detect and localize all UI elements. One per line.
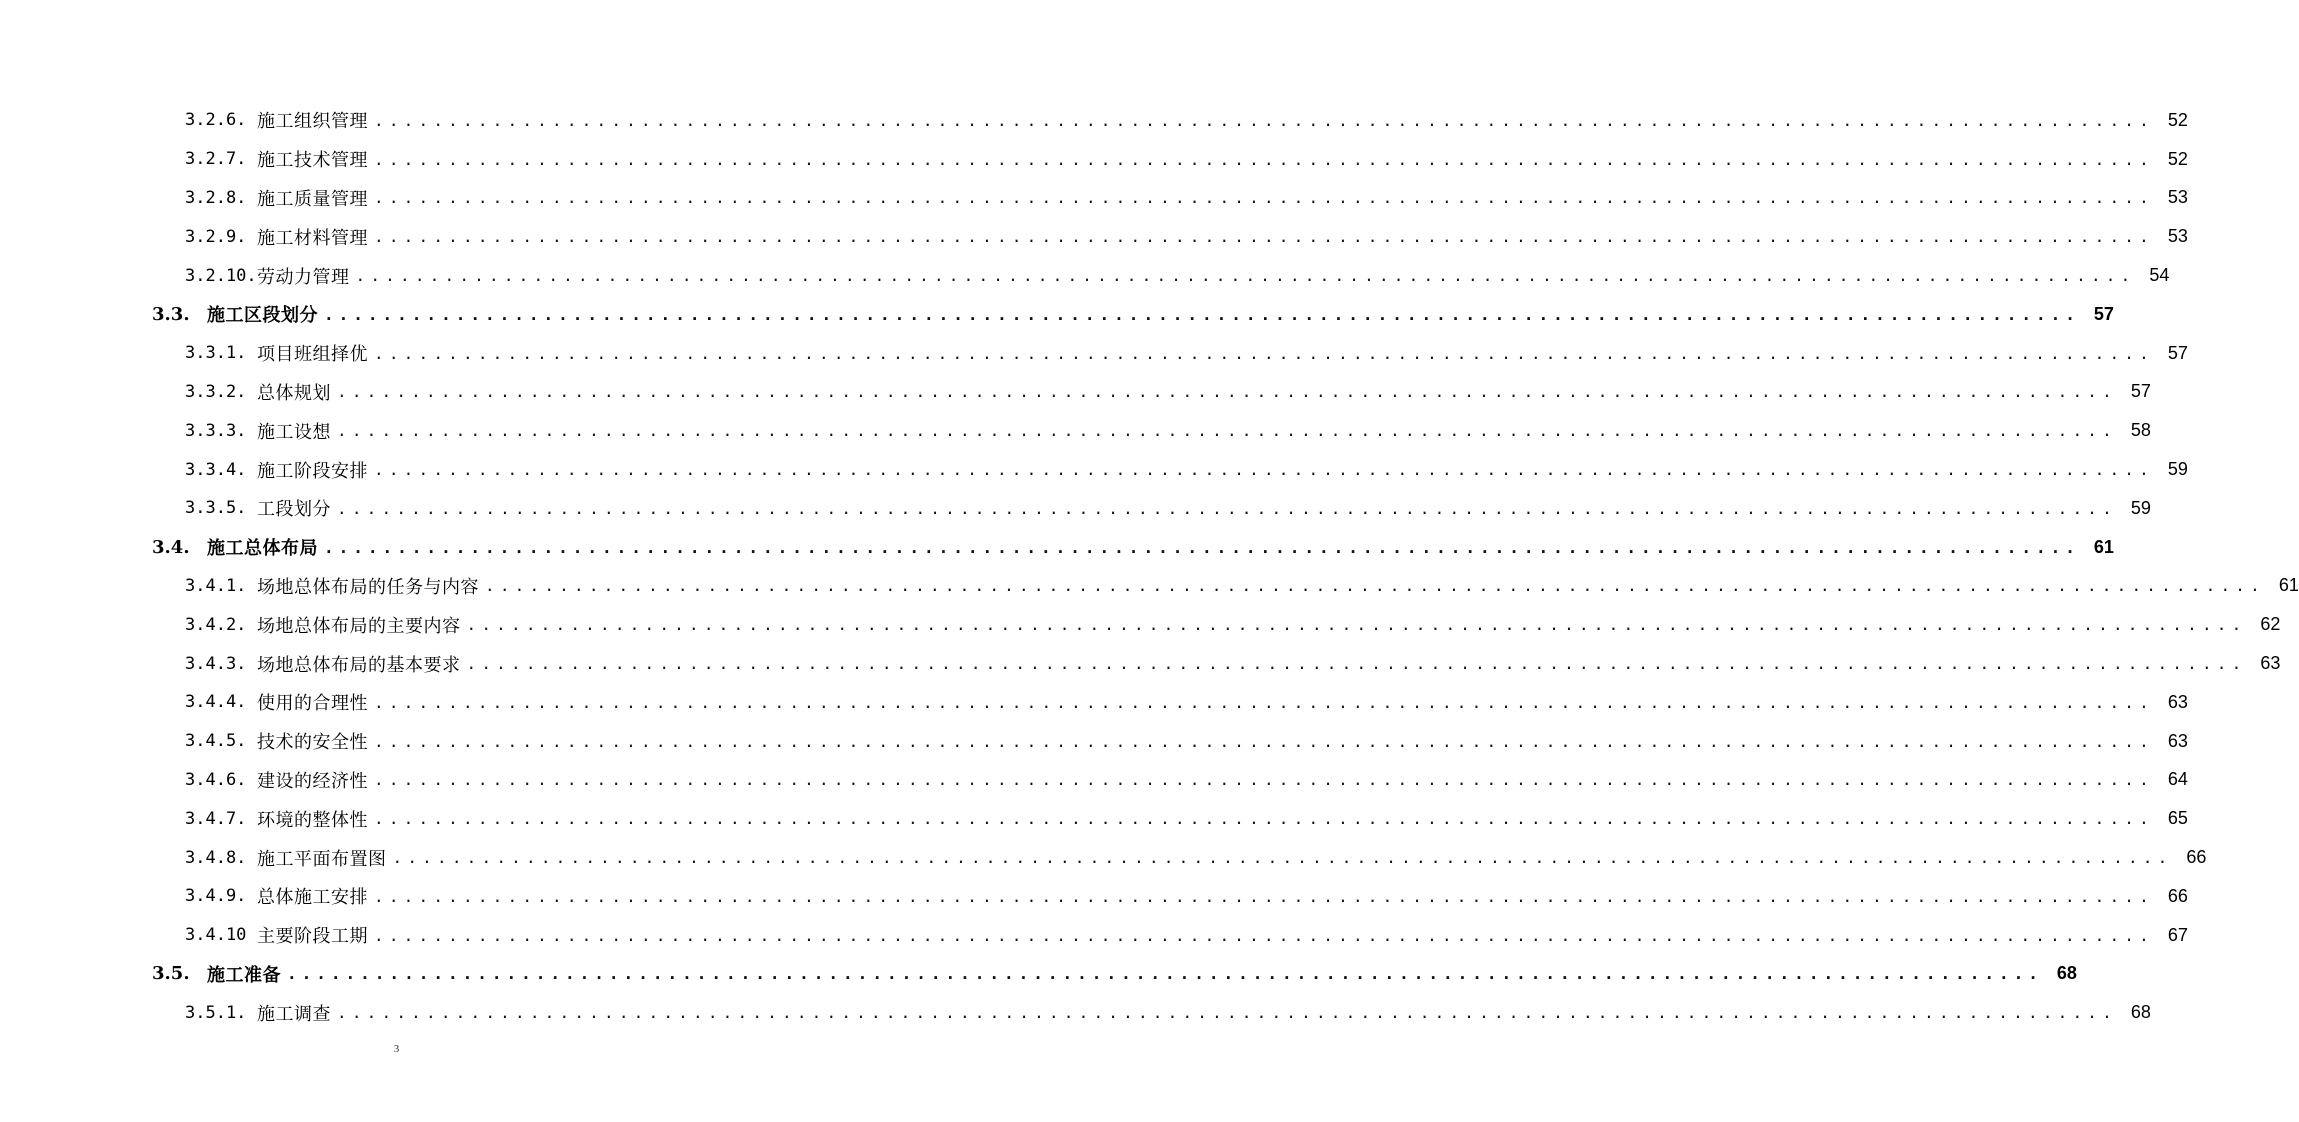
toc-entry-title: 总体规划 (257, 382, 331, 404)
toc-entry[interactable] (0, 993, 2151, 1032)
toc-entry[interactable] (0, 644, 2281, 683)
toc-entry-number: 3.3.4. (185, 459, 247, 480)
toc-leader-dots: ........................................................................................................................ (466, 615, 2247, 635)
toc-leader-dots: ........................................................................................................................ (374, 886, 2154, 906)
toc-entry[interactable] (0, 256, 2170, 295)
toc-entry-number: 3.2.10. (185, 265, 257, 286)
toc-entry-title: 总体施工安排 (257, 887, 368, 909)
toc-leader-dots: ........................................................................................................................ (374, 110, 2154, 130)
toc-leader-dots: ........................................................................................................................ (374, 770, 2154, 790)
toc-entry-number: 3.2.8. (185, 187, 247, 208)
toc-entry-title: 施工设想 (257, 421, 331, 443)
toc-entry[interactable] (0, 411, 2151, 450)
toc-entry-title: 劳动力管理 (257, 266, 350, 288)
page-number: 3 (393, 1043, 400, 1055)
toc-entry-number: 3.3. (152, 303, 190, 325)
toc-entry[interactable] (0, 450, 2188, 489)
toc-leader-dots: ........................................................................................................................ (337, 498, 2117, 518)
toc-leader-dots: ........................................................................................................................ (374, 925, 2154, 945)
toc-entry-title: 场地总体布局的基本要求 (257, 654, 461, 676)
toc-entry-page: 63 (2167, 691, 2188, 712)
toc-entry[interactable] (0, 217, 2188, 256)
toc-entry-number: 3.4.6. (185, 769, 247, 790)
toc-entry-number: 3.4.2. (185, 614, 247, 635)
toc-entry[interactable] (0, 567, 2299, 606)
toc-leader-dots: ........................................................................................................................ (466, 654, 2247, 674)
toc-entry-number: 3.3.5. (185, 498, 247, 519)
toc-entry-page: 68 (2056, 963, 2077, 984)
toc-entry-number: 3.4.7. (185, 808, 247, 829)
toc-entry[interactable] (0, 838, 2207, 877)
toc-entry-number: 3.4.5. (185, 731, 247, 752)
toc-entry-title: 施工总体布局 (207, 538, 318, 560)
toc-entry-title: 施工平面布置图 (257, 848, 387, 870)
toc-entry-title: 主要阶段工期 (257, 926, 368, 948)
toc-entry[interactable] (0, 916, 2188, 955)
toc-entry-page: 52 (2167, 109, 2188, 130)
toc-leader-dots: ........................................................................................................................ (374, 188, 2154, 208)
toc-entry-page: 57 (2093, 303, 2114, 324)
toc-leader-dots: ........................................................................................................................ (374, 809, 2154, 829)
toc-entry-title: 工段划分 (257, 499, 331, 521)
toc-entry-number: 3.2.9. (185, 226, 247, 247)
toc-entry-number: 3.4.10 (185, 925, 247, 946)
toc-leader-dots: ........................................................................................................................ (337, 421, 2117, 441)
toc-entry-page: 65 (2167, 808, 2188, 829)
toc-entry[interactable] (0, 722, 2188, 761)
toc-entry-page: 68 (2130, 1002, 2151, 1023)
toc-leader-dots: ........................................................................................................................ (374, 227, 2154, 247)
toc-leader-dots: ........................................................................................................................ (337, 1003, 2117, 1023)
toc-entry[interactable] (0, 877, 2188, 916)
toc-entry-number: 3.4.8. (185, 847, 247, 868)
toc-entry-title: 场地总体布局的主要内容 (257, 615, 461, 637)
toc-entry-page: 54 (2149, 265, 2170, 286)
toc-entry-page: 52 (2167, 148, 2188, 169)
toc-entry-title: 环境的整体性 (257, 809, 368, 831)
toc-entry-number: 3.4.3. (185, 653, 247, 674)
toc-entry-page: 59 (2167, 459, 2188, 480)
toc-entry-page: 61 (2093, 536, 2114, 557)
toc-entry-title: 使用的合理性 (257, 693, 368, 715)
toc-entry-number: 3.3.2. (185, 381, 247, 402)
toc-leader-dots: ........................................................................................................................ (374, 731, 2154, 751)
toc-leader-dots: ........................................................................................................................ (374, 343, 2154, 363)
toc-entry-number: 3.4. (152, 536, 190, 558)
toc-entry-page: 53 (2167, 226, 2188, 247)
toc-entry[interactable] (0, 101, 2188, 140)
toc-leader-dots: ........................................................................................................................ (355, 266, 2136, 286)
toc-entry-title: 施工质量管理 (257, 188, 368, 210)
toc-entry-title: 场地总体布局的任务与内容 (257, 576, 479, 598)
toc-entry-title: 项目班组择优 (257, 344, 368, 366)
toc-entry-number: 3.2.6. (185, 110, 247, 131)
toc-leader-dots: ........................................................................................................................ (287, 964, 2043, 984)
toc-entry-title: 施工组织管理 (257, 111, 368, 133)
toc-leader-dots: ........................................................................................................................ (374, 149, 2154, 169)
toc-entry-page: 64 (2167, 769, 2188, 790)
toc-leader-dots: ........................................................................................................................ (485, 576, 2265, 596)
toc-entry-title: 施工调查 (257, 1003, 331, 1025)
toc-entry[interactable] (0, 295, 2114, 334)
toc-entry-title: 施工准备 (207, 964, 281, 986)
toc-entry-page: 57 (2167, 342, 2188, 363)
toc-entry-title: 施工技术管理 (257, 150, 368, 172)
toc-entry[interactable] (0, 528, 2114, 567)
toc-leader-dots: ........................................................................................................................ (337, 382, 2117, 402)
toc-entry[interactable] (0, 140, 2188, 179)
toc-entry-page: 58 (2130, 420, 2151, 441)
toc-leader-dots: ........................................................................................................................ (374, 460, 2154, 480)
toc-entry-page: 67 (2167, 924, 2188, 945)
toc-entry[interactable] (0, 799, 2188, 838)
toc-entry-page: 57 (2130, 381, 2151, 402)
toc-entry-number: 3.4.1. (185, 575, 247, 596)
toc-leader-dots: ........................................................................................................................ (374, 692, 2154, 712)
toc-entry-page: 59 (2130, 497, 2151, 518)
toc-entry-number: 3.5. (152, 963, 190, 985)
toc-entry-number: 3.3.3. (185, 420, 247, 441)
toc-entry-number: 3.4.9. (185, 886, 247, 907)
toc-entry-title: 施工阶段安排 (257, 460, 368, 482)
toc-entry-title: 建设的经济性 (257, 770, 368, 792)
toc-entry[interactable] (0, 334, 2188, 373)
table-of-contents (0, 101, 2299, 1032)
toc-entry-number: 3.4.4. (185, 692, 247, 713)
toc-entry[interactable] (0, 489, 2151, 528)
toc-leader-dots: ........................................................................................................................ (324, 304, 2080, 324)
toc-entry-number: 3.3.1. (185, 343, 247, 364)
toc-entry-page: 66 (2186, 847, 2207, 868)
toc-entry-page: 62 (2260, 614, 2281, 635)
toc-entry-page: 63 (2260, 653, 2281, 674)
toc-entry[interactable] (0, 955, 2077, 994)
toc-entry-page: 61 (2278, 575, 2299, 596)
toc-entry-number: 3.5.1. (185, 1002, 247, 1023)
toc-entry[interactable] (0, 605, 2281, 644)
toc-entry-page: 63 (2167, 730, 2188, 751)
toc-leader-dots: ........................................................................................................................ (324, 537, 2080, 557)
toc-entry-number: 3.2.7. (185, 149, 247, 170)
toc-entry[interactable] (0, 179, 2188, 218)
toc-leader-dots: ........................................................................................................................ (392, 848, 2173, 868)
toc-entry-title: 施工区段划分 (207, 305, 318, 327)
toc-entry-title: 技术的安全性 (257, 732, 368, 754)
toc-entry[interactable] (0, 373, 2151, 412)
toc-entry[interactable] (0, 683, 2188, 722)
toc-entry[interactable] (0, 761, 2188, 800)
toc-entry-page: 66 (2167, 885, 2188, 906)
toc-entry-page: 53 (2167, 187, 2188, 208)
toc-entry-title: 施工材料管理 (257, 227, 368, 249)
